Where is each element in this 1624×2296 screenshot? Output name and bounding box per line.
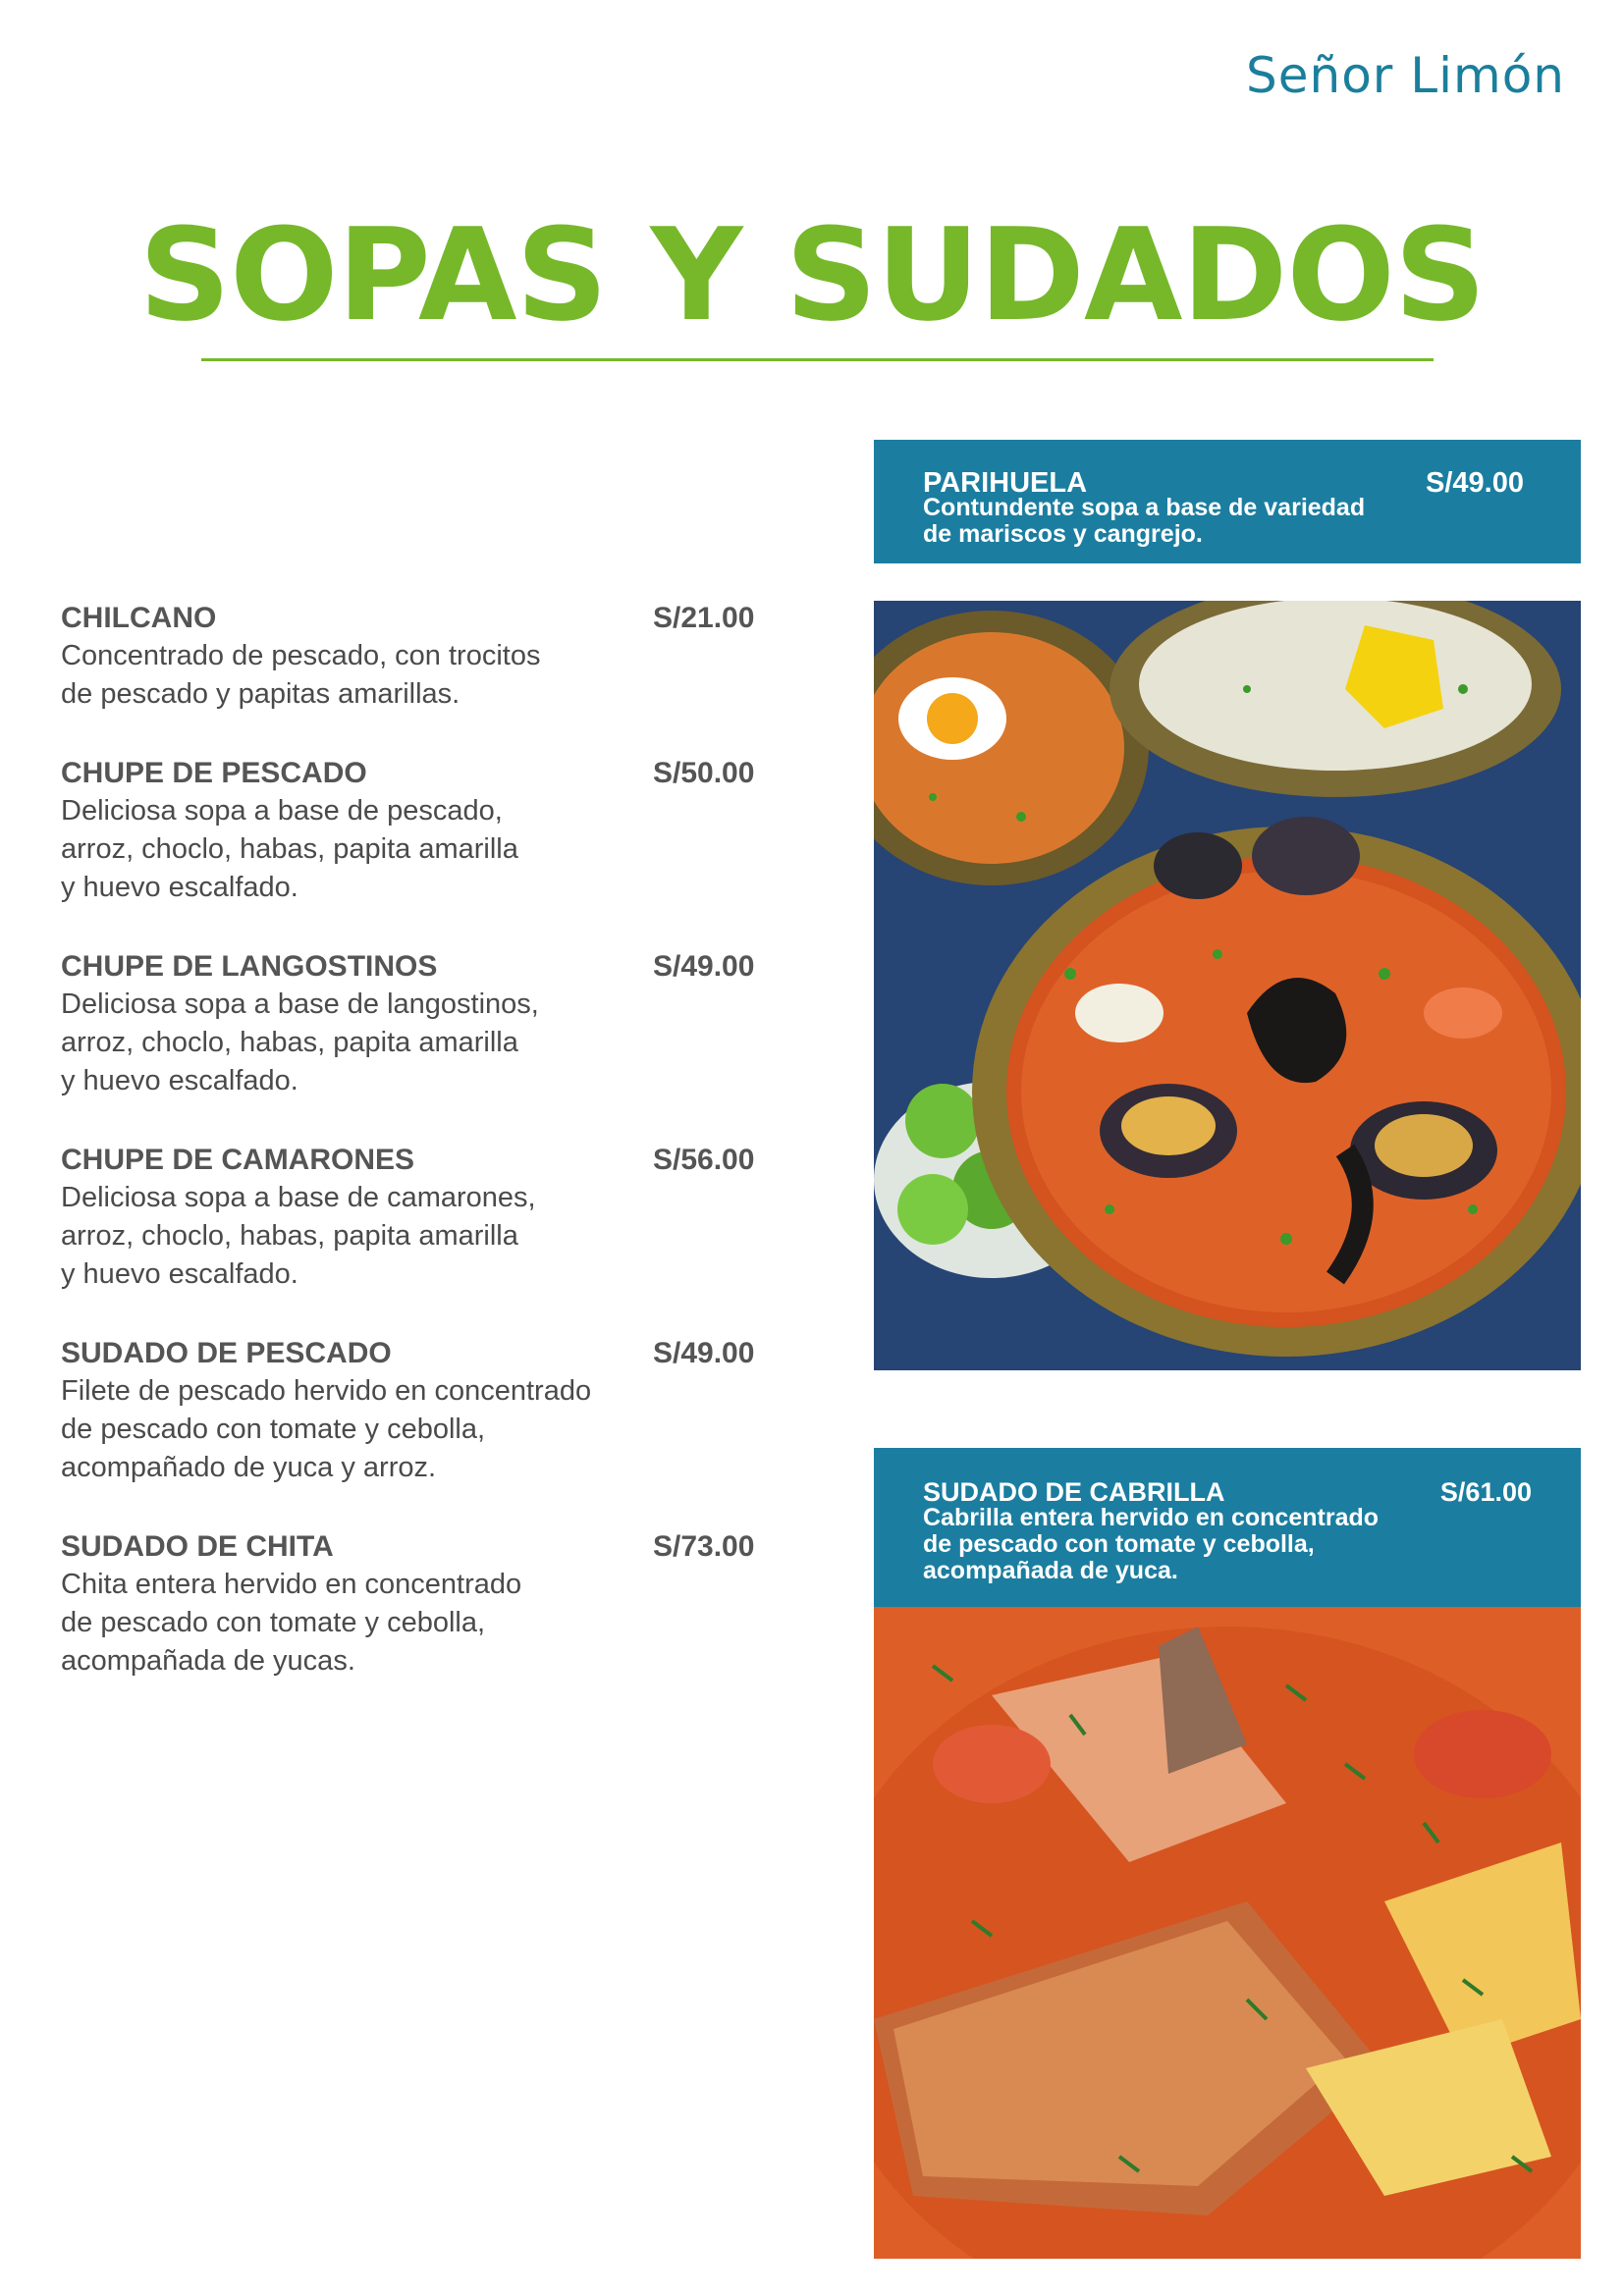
item-price: S/50.00 [653,757,755,789]
menu-item [61,947,768,1100]
menu-item [61,1527,768,1681]
item-name: CHUPE DE CAMARONES [61,1144,415,1176]
item-price: S/73.00 [653,1530,755,1563]
menu-item [61,1141,768,1294]
item-name: CHILCANO [61,602,217,634]
page-title: SOPAS Y SUDADOS [138,200,1486,349]
menu-list [61,599,768,1721]
item-description: Deliciosa sopa a base de pescado, arroz, choclo, habas, papita amarilla y huevo escalfado. [61,795,518,903]
item-description: Concentrado de pescado, con trocitos de pescado y papitas amarillas. [61,640,541,710]
title-divider [201,358,1434,361]
item-price: S/49.00 [653,1337,755,1369]
item-description: Chita entera hervido en concentrado de pescado con tomate y cebolla, acompañada de yucas. [61,1569,522,1677]
item-description: Filete de pescado hervido en concentrado de pescado con tomate y cebolla, acompañado de yuca y arroz. [61,1375,592,1483]
feature-price: S/61.00 [1439,1477,1532,1507]
menu-item [61,1334,768,1487]
menu-item [61,754,768,907]
feature-name: PARIHUELA [923,467,1088,499]
item-description: Deliciosa sopa a base de camarones, arroz, choclo, habas, papita amarilla y huevo escalfado. [61,1182,536,1290]
item-price: S/49.00 [653,950,755,983]
brand-logo: Señor Limón [1246,47,1565,104]
item-price: S/56.00 [653,1144,755,1176]
item-price: S/21.00 [653,602,755,634]
item-description: Deliciosa sopa a base de langostinos, arroz, choclo, habas, papita amarilla y huevo escalfado. [61,988,539,1096]
item-name: CHUPE DE PESCADO [61,757,367,789]
item-name: SUDADO DE CHITA [61,1530,334,1563]
parihuela-photo [874,601,1581,1370]
feature-name: SUDADO DE CABRILLA [923,1477,1225,1507]
cabrilla-photo [874,1607,1581,2259]
feature-description: Cabrilla entera hervido en concentrado de pescado con tomate y cebolla, acompañada de yuca. [923,1504,1380,1584]
feature-header-cabrilla [874,1448,1581,1607]
feature-header-parihuela [874,440,1581,563]
item-name: CHUPE DE LANGOSTINOS [61,950,438,983]
feature-description: Contundente sopa a base de variedad de mariscos y cangrejo. [923,494,1366,548]
item-name: SUDADO DE PESCADO [61,1337,392,1369]
feature-price: S/49.00 [1426,467,1524,499]
menu-item [61,599,768,714]
